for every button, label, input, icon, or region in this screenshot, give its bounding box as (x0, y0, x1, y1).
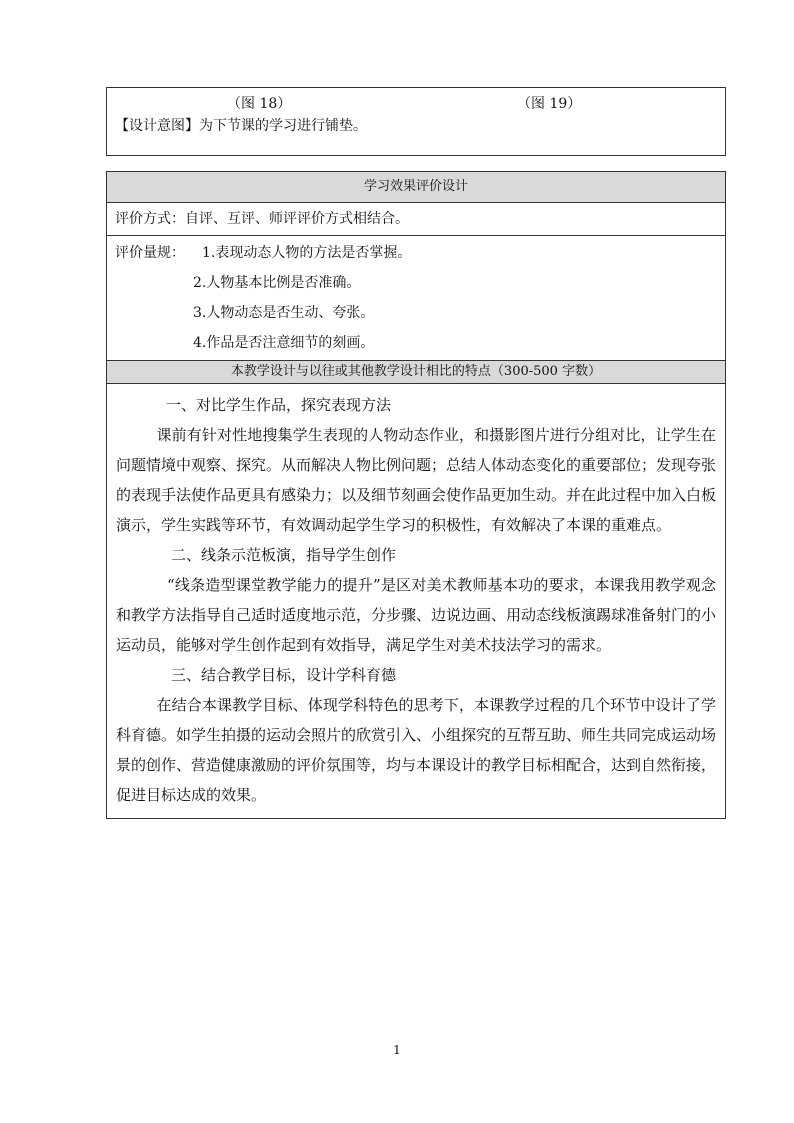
section-title: 三、结合教学目标，设计学科育德 (171, 666, 397, 684)
figure-caption-cell (107, 88, 726, 156)
design-intent-line (115, 115, 717, 137)
page-number: 1 (393, 1043, 401, 1057)
section-paragraph: 在结合本课教学目标、体现学科特色的思考下，本课教学过程的几个环节中设计了学科育德。如学生拍摄的运动会照片的欣赏引入、小组探究的互帮互助、师生共同完成运动场景的创作、营造健康激励的评价氛围等，均与本课设计的教学目标相配合，达到自然衔接，促进目标达成的效果。 (116, 696, 717, 804)
criteria-item: 3.人物动态是否生动、夸张。 (193, 305, 375, 321)
evaluation-method-text: 自评、互评、师评评价方式相结合。 (185, 211, 409, 227)
criteria-line-1 (115, 238, 717, 268)
design-intent-label: 【设计意图】 (115, 118, 199, 134)
figure-18-label: （图 18） (227, 96, 292, 112)
evaluation-criteria-cell (107, 236, 726, 361)
criteria-item: 2.人物基本比例是否准确。 (193, 275, 361, 291)
features-header: 本教学设计与以往或其他教学设计相比的特点（300-500 字数） (107, 361, 726, 384)
evaluation-method-label: 评价方式： (115, 211, 185, 227)
criteria-label: 评价量规： (115, 245, 185, 261)
figure-caption-table (106, 87, 726, 156)
section-paragraph: “线条造型课堂教学能力的提升”是区对美术教师基本功的要求，本课我用教学观念和教学方法指导自己适时适度地示范，分步骤、边说边画、用动态线板演踢球准备射门的小运动员，能够对学生创作起到有效指导，满足学生对美术技法学习的需求。 (116, 576, 717, 654)
section-title: 二、线条示范板演，指导学生创作 (171, 546, 397, 564)
criteria-item: 4.作品是否注意细节的刻画。 (193, 335, 375, 351)
evaluation-header: 学习效果评价设计 (107, 172, 726, 203)
figure-19-label: （图 19） (517, 96, 582, 112)
evaluation-table (106, 171, 726, 819)
evaluation-method-cell (107, 203, 726, 236)
section-title: 一、对比学生作品，探究表现方法 (166, 396, 392, 414)
design-intent-text: 为下节课的学习进行铺垫。 (199, 118, 367, 134)
criteria-item: 1.表现动态人物的方法是否掌握。 (202, 245, 412, 261)
figure-labels-row (115, 93, 717, 115)
section-paragraph: 课前有针对性地搜集学生表现的人物动态作业，和摄影图片进行分组对比，让学生在问题情境中观察、探究。从而解决人物比例问题；总结人体动态变化的重要部位；发现夸张的表现手法使作品更具有感染力；以及细节刻画会使作品更加生动。并在此过程中加入白板演示，学生实践等环节，有效调动起学生学习的积极性，有效解决了本课的重难点。 (116, 426, 717, 534)
features-body (107, 384, 726, 819)
